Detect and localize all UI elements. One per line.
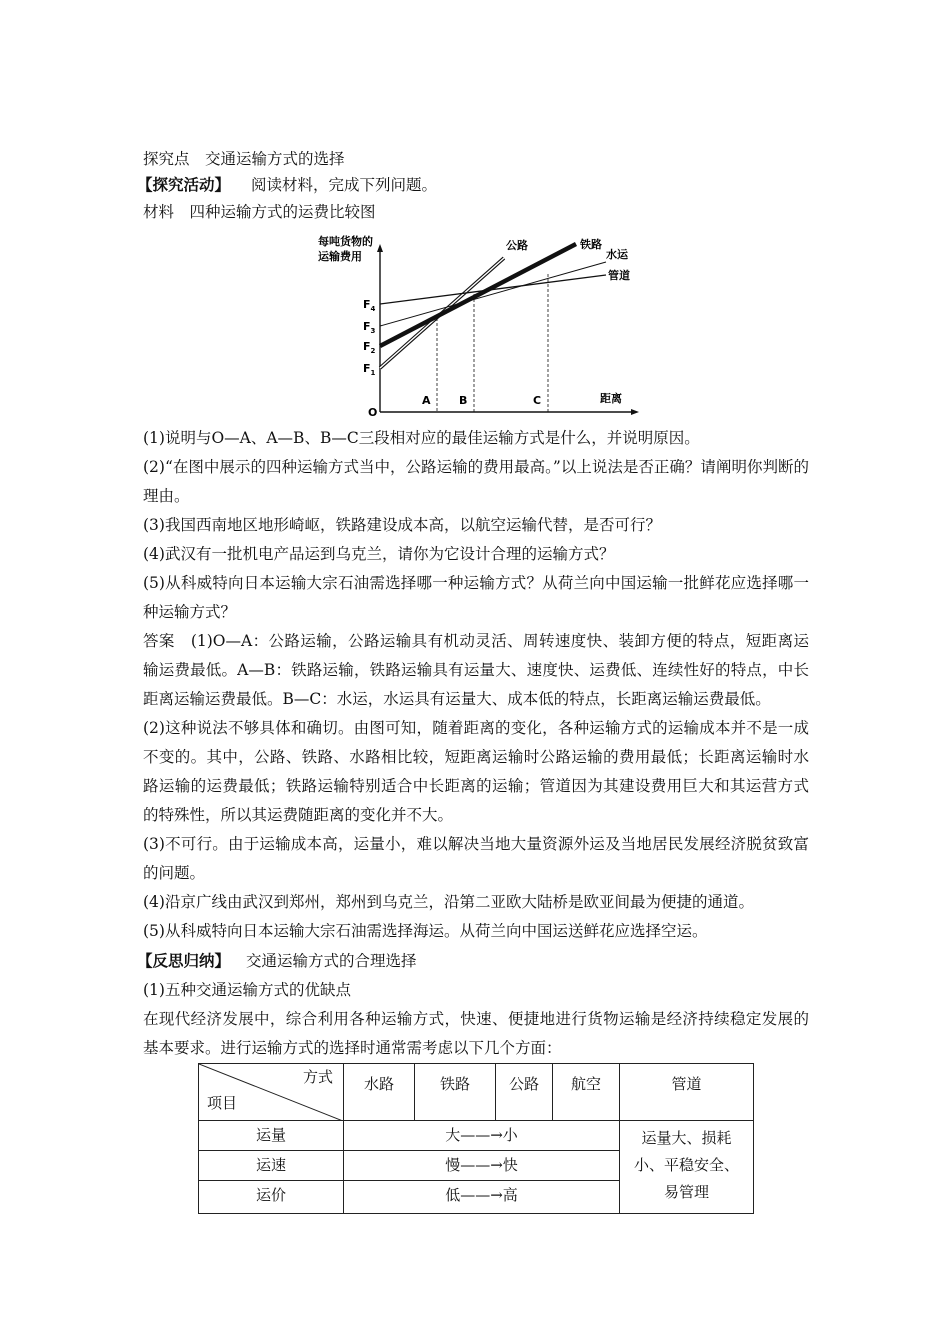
answer-5: (5)从科威特向日本运输大宗石油需选择海运。从荷兰向中国运送鲜花应选择空运。 xyxy=(143,922,708,940)
reflection-tag: 【反思归纳】 xyxy=(137,951,231,970)
header-road: 公路 xyxy=(496,1064,553,1121)
question-1: (1)说明与O—A、A—B、B—C三段相对应的最佳运输方式是什么，并说明原因。 xyxy=(143,429,700,447)
series-label: 水运 xyxy=(606,248,628,261)
series-line-1 xyxy=(380,244,576,346)
origin-label: O xyxy=(368,406,378,419)
answer-3: (3)不可行。由于运输成本高，运量小，难以解决当地大量资源外运及当地居民发展经济脱贫致富的问题。 xyxy=(143,835,809,882)
answer-4: (4)沿京广线由武汉到郑州，郑州到乌克兰，沿第二亚欧大陆桥是欧亚间最为便捷的通道。 xyxy=(143,893,754,911)
transport-comparison-table xyxy=(198,1063,754,1214)
y-tick-F2: $F_2$ xyxy=(363,340,376,355)
y-axis-label-2: 运输费用 xyxy=(318,250,362,263)
question-4: (4)武汉有一批机电产品运到乌克兰，请你为它设计合理的运输方式？ xyxy=(143,545,615,563)
reflection-text: 交通运输方式的合理选择 xyxy=(246,952,417,970)
freight-cost-chart xyxy=(300,230,640,425)
row-item: 运价 xyxy=(199,1181,344,1214)
series-label: 铁路 xyxy=(580,238,602,251)
pipeline-note-text: 运量大、损耗小、平稳安全、易管理 xyxy=(633,1129,739,1201)
series-label: 公路 xyxy=(506,239,528,252)
question-2: (2)“在图中展示的四种运输方式当中，公路运输的费用最高。”以上说法是否正确？请阐明你判断的理由。 xyxy=(143,458,809,505)
header-rail: 铁路 xyxy=(415,1064,496,1121)
question-5: (5)从科威特向日本运输大宗石油需选择哪一种运输方式？从荷兰向中国运输一批鲜花应选择哪一种运输方式？ xyxy=(143,574,809,621)
question-block xyxy=(137,424,809,1063)
y-axis-label-1: 每吨货物的 xyxy=(318,235,373,248)
series-line-2 xyxy=(380,262,606,326)
x-axis-label: 距离 xyxy=(600,392,622,405)
x-tick-C: C xyxy=(533,394,542,407)
answer-2: (2)这种说法不够具体和确切。由图可知，随着距离的变化，各种运输方式的运输成本并不是一成不变的。其中，公路、铁路、水路相比较，短距离运输时公路运输的费用最低；长距离运输时水路运输的运费最低；铁路运输特别适合中长距离的运输；管道因为其建设费用巨大和其运营方式的特殊性，所以其运费随距离的变化并不大。 xyxy=(143,719,809,824)
series-label: 管道 xyxy=(608,269,630,282)
row-range: 慢——→快 xyxy=(344,1151,620,1181)
reflection-para: 在现代经济发展中，综合利用各种运输方式，快速、便捷地进行货物运输是经济持续稳定发展的基本要求。进行运输方式的选择时通常需考虑以下几个方面： xyxy=(143,1010,809,1057)
activity-line xyxy=(137,172,437,199)
reflection-sub: (1)五种交通运输方式的优缺点 xyxy=(143,981,351,999)
activity-text: 阅读材料，完成下列问题。 xyxy=(250,176,437,194)
series-line-3 xyxy=(380,275,606,304)
y-tick-F3: $F_3$ xyxy=(363,320,376,335)
header-pipeline: 管道 xyxy=(620,1064,754,1121)
table-corner xyxy=(199,1064,344,1121)
header-air: 航空 xyxy=(553,1064,620,1121)
y-tick-F4: $F_4$ xyxy=(363,298,376,313)
answer-label: 答案 xyxy=(143,632,175,650)
row-range: 低——→高 xyxy=(344,1181,620,1214)
pipeline-note xyxy=(620,1121,754,1214)
section-title: 探究点 交通运输方式的选择 xyxy=(143,150,345,168)
y-axis-arrow xyxy=(377,244,383,252)
corner-top: 方式 xyxy=(302,1068,333,1086)
x-tick-A: A xyxy=(422,394,431,407)
x-axis-arrow xyxy=(631,409,639,415)
row-item: 运量 xyxy=(199,1121,344,1151)
row-item: 运速 xyxy=(199,1151,344,1181)
answer-1-text: (1)O—A：公路运输，公路运输具有机动灵活、周转速度快、装卸方便的特点，短距离运输运费最低。A—B：铁路运输，铁路运输具有运量大、速度快、运费低、连续性好的特点，中长距离运输运费最低。B—C：水运，水运具有运量大、成本低的特点，长距离运输运费最低。 xyxy=(143,632,809,708)
header-water: 水路 xyxy=(344,1064,415,1121)
x-tick-B: B xyxy=(459,394,468,407)
activity-tag: 【探究活动】 xyxy=(137,175,231,194)
reflection-line xyxy=(137,946,809,976)
material-title: 材料 四种运输方式的运费比较图 xyxy=(143,203,376,221)
question-3: (3)我国西南地区地形崎岖，铁路建设成本高，以航空运输代替，是否可行？ xyxy=(143,516,661,534)
corner-bottom: 项目 xyxy=(207,1094,238,1112)
row-range: 大——→小 xyxy=(344,1121,620,1151)
y-tick-F1: $F_1$ xyxy=(363,362,376,377)
chart-series xyxy=(380,244,606,368)
answer-1 xyxy=(143,627,809,714)
